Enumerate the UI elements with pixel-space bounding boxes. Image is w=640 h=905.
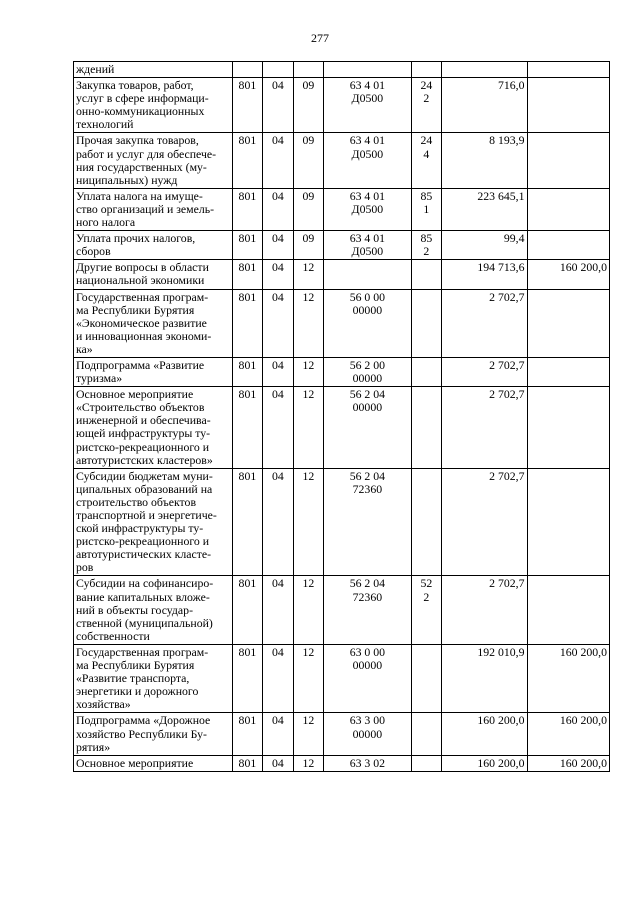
table-row	[74, 78, 610, 133]
row-name-cell: Субсидии бюджетам муни- ципальных образований на строительство объектов транспортной и энергетиче- ской инфраструктуры ту- ристско-рекреационного и автотуристических класте- ров	[74, 468, 233, 576]
table-row	[74, 289, 610, 357]
row-vr-cell	[411, 644, 442, 712]
row-section-cell	[263, 62, 294, 78]
row-sum2-cell	[527, 289, 609, 357]
row-vr-cell	[411, 755, 442, 771]
row-csr-cell: 63 0 00 00000	[324, 644, 411, 712]
row-code-cell: 801	[232, 133, 263, 188]
row-sum-cell: 99,4	[442, 231, 527, 260]
row-csr-cell: 63 4 01 Д0500	[324, 78, 411, 133]
row-subsection-cell: 12	[293, 755, 324, 771]
row-csr-cell: 56 0 00 00000	[324, 289, 411, 357]
table-row	[74, 62, 610, 78]
row-section-cell: 04	[263, 289, 294, 357]
row-code-cell: 801	[232, 260, 263, 289]
row-sum2-cell: 160 200,0	[527, 755, 609, 771]
row-sum2-cell: 160 200,0	[527, 260, 609, 289]
row-csr-cell: 63 3 00 00000	[324, 713, 411, 755]
table-row	[74, 468, 610, 576]
row-name-cell: Уплата прочих налогов, сборов	[74, 231, 233, 260]
row-csr-cell: 63 4 01 Д0500	[324, 133, 411, 188]
row-name-cell: Подпрограмма «Дорожное хозяйство Республики Бу- рятия»	[74, 713, 233, 755]
row-code-cell: 801	[232, 576, 263, 644]
row-code-cell: 801	[232, 468, 263, 576]
row-csr-cell: 56 2 00 00000	[324, 357, 411, 386]
row-subsection-cell: 12	[293, 713, 324, 755]
row-sum2-cell	[527, 78, 609, 133]
row-sum2-cell	[527, 468, 609, 576]
row-csr-cell	[324, 62, 411, 78]
row-code-cell: 801	[232, 188, 263, 230]
row-csr-cell: 56 2 04 00000	[324, 387, 411, 469]
budget-table	[73, 61, 610, 772]
row-sum2-cell: 160 200,0	[527, 644, 609, 712]
row-subsection-cell	[293, 62, 324, 78]
row-code-cell: 801	[232, 231, 263, 260]
row-vr-cell	[411, 468, 442, 576]
row-vr-cell: 85 2	[411, 231, 442, 260]
row-vr-cell	[411, 387, 442, 469]
row-csr-cell: 63 4 01 Д0500	[324, 231, 411, 260]
row-vr-cell	[411, 289, 442, 357]
row-sum-cell: 2 702,7	[442, 576, 527, 644]
row-section-cell: 04	[263, 468, 294, 576]
row-sum2-cell	[527, 576, 609, 644]
row-sum-cell: 160 200,0	[442, 713, 527, 755]
row-csr-cell	[324, 260, 411, 289]
row-code-cell: 801	[232, 357, 263, 386]
row-code-cell: 801	[232, 713, 263, 755]
row-name-cell: Подпрограмма «Развитие туризма»	[74, 357, 233, 386]
row-sum-cell: 716,0	[442, 78, 527, 133]
row-sum-cell: 192 010,9	[442, 644, 527, 712]
row-sum2-cell	[527, 387, 609, 469]
row-section-cell: 04	[263, 644, 294, 712]
row-section-cell: 04	[263, 713, 294, 755]
table-row	[74, 231, 610, 260]
row-sum-cell: 223 645,1	[442, 188, 527, 230]
row-sum2-cell	[527, 62, 609, 78]
table-row	[74, 188, 610, 230]
row-sum-cell: 2 702,7	[442, 357, 527, 386]
row-section-cell: 04	[263, 78, 294, 133]
row-sum2-cell	[527, 188, 609, 230]
row-sum2-cell	[527, 231, 609, 260]
row-subsection-cell: 12	[293, 260, 324, 289]
row-section-cell: 04	[263, 576, 294, 644]
row-code-cell: 801	[232, 755, 263, 771]
page-number: 277	[311, 31, 329, 45]
row-sum-cell: 2 702,7	[442, 289, 527, 357]
row-code-cell: 801	[232, 644, 263, 712]
row-sum-cell: 2 702,7	[442, 468, 527, 576]
row-section-cell: 04	[263, 755, 294, 771]
row-vr-cell	[411, 713, 442, 755]
row-code-cell: 801	[232, 78, 263, 133]
row-subsection-cell: 09	[293, 231, 324, 260]
row-section-cell: 04	[263, 188, 294, 230]
row-section-cell: 04	[263, 133, 294, 188]
row-subsection-cell: 12	[293, 576, 324, 644]
row-section-cell: 04	[263, 357, 294, 386]
row-subsection-cell: 09	[293, 133, 324, 188]
table-row	[74, 260, 610, 289]
row-csr-cell: 63 3 02	[324, 755, 411, 771]
row-name-cell: ждений	[74, 62, 233, 78]
table-row	[74, 133, 610, 188]
row-code-cell: 801	[232, 387, 263, 469]
row-name-cell: Уплата налога на имуще- ство организаций и земель- ного налога	[74, 188, 233, 230]
row-name-cell: Другие вопросы в области национальной экономики	[74, 260, 233, 289]
table-row	[74, 576, 610, 644]
row-sum-cell: 2 702,7	[442, 387, 527, 469]
row-code-cell: 801	[232, 289, 263, 357]
row-sum2-cell	[527, 357, 609, 386]
row-vr-cell	[411, 260, 442, 289]
row-code-cell	[232, 62, 263, 78]
row-subsection-cell: 12	[293, 289, 324, 357]
table-row	[74, 644, 610, 712]
table-row	[74, 357, 610, 386]
row-subsection-cell: 09	[293, 78, 324, 133]
row-name-cell: Основное мероприятие «Строительство объектов инженерной и обеспечива- ющей инфраструктуры ту- ристско-рекреационного и автотуристских кластеров»	[74, 387, 233, 469]
row-section-cell: 04	[263, 387, 294, 469]
row-vr-cell: 24 4	[411, 133, 442, 188]
row-name-cell: Государственная програм- ма Республики Бурятия «Развитие транспорта, энергетики и дорожного хозяйства»	[74, 644, 233, 712]
table-body	[74, 62, 610, 772]
table-row	[74, 713, 610, 755]
row-vr-cell: 24 2	[411, 78, 442, 133]
table-row	[74, 755, 610, 771]
row-csr-cell: 63 4 01 Д0500	[324, 188, 411, 230]
row-name-cell: Прочая закупка товаров, работ и услуг для обеспече- ния государственных (му- ниципальных) нужд	[74, 133, 233, 188]
row-subsection-cell: 12	[293, 387, 324, 469]
row-sum2-cell: 160 200,0	[527, 713, 609, 755]
row-section-cell: 04	[263, 260, 294, 289]
row-vr-cell	[411, 62, 442, 78]
row-name-cell: Основное мероприятие	[74, 755, 233, 771]
row-name-cell: Субсидии на софинансиро- вание капитальных вложе- ний в объекты государ- ственной (муниципальной) собственности	[74, 576, 233, 644]
row-sum2-cell	[527, 133, 609, 188]
row-sum-cell: 160 200,0	[442, 755, 527, 771]
row-subsection-cell: 12	[293, 357, 324, 386]
row-vr-cell	[411, 357, 442, 386]
row-csr-cell: 56 2 04 72360	[324, 468, 411, 576]
row-sum-cell: 194 713,6	[442, 260, 527, 289]
row-name-cell: Государственная програм- ма Республики Бурятия «Экономическое развитие и инновационная экономи- ка»	[74, 289, 233, 357]
row-subsection-cell: 12	[293, 644, 324, 712]
row-vr-cell: 85 1	[411, 188, 442, 230]
row-csr-cell: 56 2 04 72360	[324, 576, 411, 644]
row-name-cell: Закупка товаров, работ, услуг в сфере информаци- онно-коммуникационных технологий	[74, 78, 233, 133]
row-subsection-cell: 09	[293, 188, 324, 230]
row-subsection-cell: 12	[293, 468, 324, 576]
row-section-cell: 04	[263, 231, 294, 260]
row-sum-cell	[442, 62, 527, 78]
row-sum-cell: 8 193,9	[442, 133, 527, 188]
row-vr-cell: 52 2	[411, 576, 442, 644]
table-row	[74, 387, 610, 469]
